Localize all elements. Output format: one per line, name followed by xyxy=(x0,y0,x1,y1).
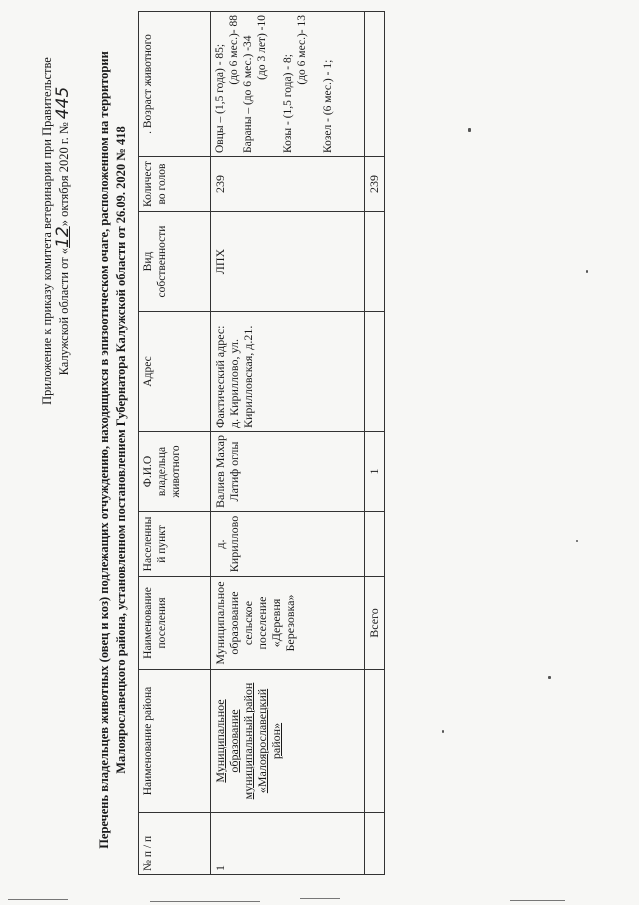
cell-total-label: Всего xyxy=(365,577,385,670)
table-header-row xyxy=(139,12,211,875)
age-line: Овцы – (1,5 года) - 85; xyxy=(214,43,226,153)
age-line: Козел - (6 мес.) - 1; xyxy=(322,59,334,153)
order-date-suffix: » октября 2020 г. № xyxy=(57,122,71,227)
cell-total-empty xyxy=(365,512,385,577)
order-day-handwritten: 12 xyxy=(53,226,73,248)
cell-total-empty xyxy=(365,813,385,875)
scan-speck xyxy=(548,676,551,679)
cell-total-count: 239 xyxy=(365,157,385,212)
cell-count: 239 xyxy=(211,157,365,212)
order-number-handwritten: 445 xyxy=(53,86,73,120)
order-appendix-line1: Приложение к приказу комитета ветеринарии при Правительстве xyxy=(40,57,54,405)
age-line: Козы - (1,5 года) - 8; xyxy=(282,54,294,153)
table-total-row xyxy=(365,12,385,875)
age-line: Бараны – (до 6 мес.) -34 xyxy=(242,35,254,153)
cell-address: Фактический адрес: д. Кириллово, ул. Кирилловская, д.21. xyxy=(211,312,365,432)
scan-speck xyxy=(468,128,471,132)
col-header-locality: Населенны й пункт xyxy=(139,512,211,577)
cell-district: Муниципальное образование муниципальный район «Малоярославецкий район» xyxy=(211,670,365,813)
col-header-ownership: Вид собственности xyxy=(139,212,211,312)
order-date-prefix: Калужской области от « xyxy=(57,247,71,376)
age-line: (до 3 лет) -10 xyxy=(256,15,268,80)
cell-total-empty xyxy=(365,312,385,432)
document-title-line2: Малоярославецкого района, установленном постановлением Губернатора Калужской области от 26.09. 2020 № 418 xyxy=(114,126,128,774)
cell-total-empty xyxy=(365,670,385,813)
cell-settlement: Муниципальное образование сельское поселение «Деревня Березовка» xyxy=(211,577,365,670)
table-row xyxy=(211,12,365,875)
cell-locality: д. Кириллово xyxy=(211,512,365,577)
document-title-line1: Перечень владельцев животных (овец и коз) подлежащих отчуждению, находящихся в эпизоотическом очаге, расположенном на территории xyxy=(97,51,111,849)
scan-edge-line xyxy=(150,901,260,902)
col-header-num: № п / п xyxy=(139,813,211,875)
cell-owner: Валиев Махар Латиф оглы xyxy=(211,432,365,512)
col-header-count: Количест во голов xyxy=(139,157,211,212)
age-line: (до 6 мес.)- 13 xyxy=(296,15,308,85)
order-appendix-line2 xyxy=(53,31,73,431)
cell-total-empty xyxy=(365,212,385,312)
scan-speck xyxy=(586,270,588,273)
col-header-age: . Возраст животного xyxy=(139,12,211,157)
cell-ownership: ЛПХ xyxy=(211,212,365,312)
cell-total-owners: 1 xyxy=(365,432,385,512)
col-header-address: Адрес xyxy=(139,312,211,432)
owners-table xyxy=(138,11,385,875)
scan-edge-line xyxy=(300,898,340,899)
col-header-district: Наименование района xyxy=(139,670,211,813)
age-line: (до 6 мес.)- 88 xyxy=(228,15,240,85)
cell-total-empty xyxy=(365,12,385,157)
scan-speck xyxy=(576,540,578,542)
cell-age xyxy=(211,12,365,157)
cell-num: 1 xyxy=(211,813,365,875)
scan-edge-line xyxy=(510,900,565,901)
col-header-settlement: Наименование поселения xyxy=(139,577,211,670)
scan-speck xyxy=(442,730,444,733)
scan-edge-line xyxy=(8,899,68,900)
col-header-owner: Ф.И.О владельца животного xyxy=(139,432,211,512)
